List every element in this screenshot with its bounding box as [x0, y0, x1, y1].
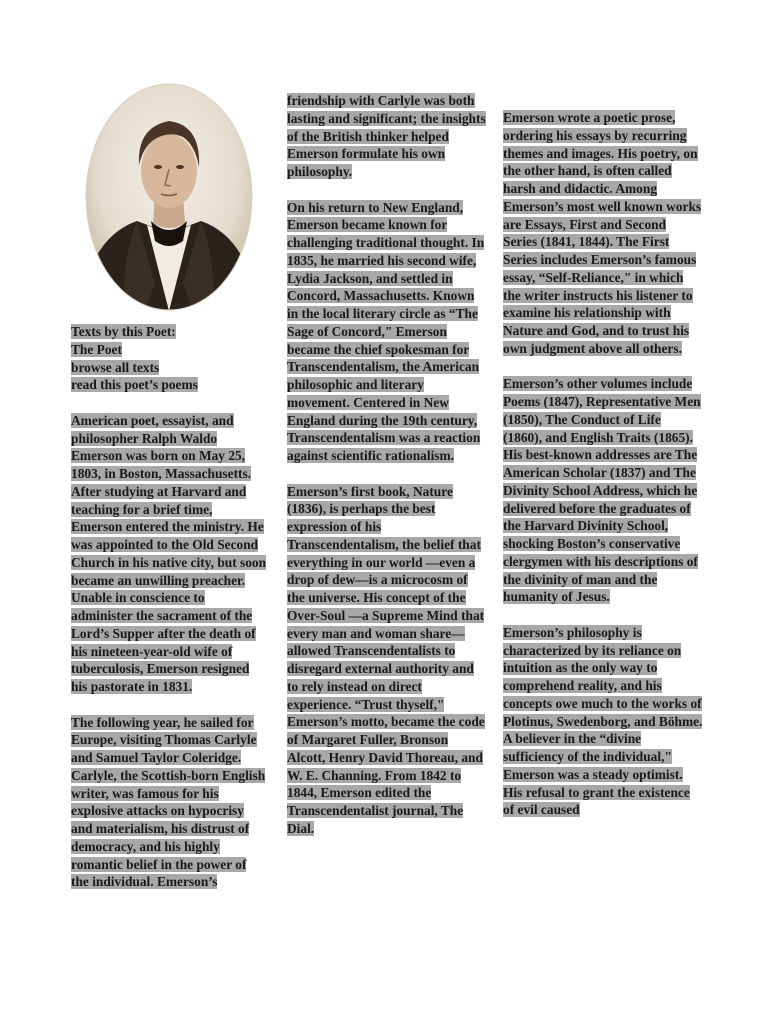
poet-portrait	[85, 83, 253, 311]
paragraph: Emerson’s philosophy is characterized by its reliance on intuition as the only way to comprehend reality, and his concepts owe much to the works of Plotinus, Swedenborg, and Böhme. A believer in the “divine sufficiency of the individual," Emerson was a steady optimist. His refusal to grant the existence of evil caused	[503, 624, 703, 818]
portrait-image	[85, 83, 253, 311]
paragraph: Emerson’s other volumes include Poems (1847), Representative Men (1850), The Conduct of Life (1860), and English Traits (1865). His best-known addresses are The American Scholar (1837) and The Divinity School Address, which he delivered before the graduates of the Harvard Divinity School, shocking Boston’s conservative clergymen with his descriptions of the divinity of man and the humanity of Jesus.	[503, 376, 701, 605]
column-3	[503, 109, 703, 837]
paragraph: friendship with Carlyle was both lasting and significant; the insights of the British thinker helped Emerson formulate his own philosophy.	[287, 93, 486, 179]
poet-links	[71, 323, 267, 394]
paragraph: On his return to New England, Emerson became known for challenging traditional thought. In 1835, he married his second wife, Lydia Jackson, and settled in Concord, Massachusetts. Known in the local literary circle as “The Sage of Concord," Emerson became the chief spokesman for Transcendentalism, the American philosophic and literary movement. Centered in New England during the 19th century, Transcendentalism was a reaction against scientific rationalism.	[287, 199, 485, 463]
paragraph: The following year, he sailed for Europe, visiting Thomas Carlyle and Samuel Taylor Coleridge. Carlyle, the Scottish-born English writer, was famous for his explosive attacks on hypocrisy and materialism, his distrust of democracy, and his highly romantic belief in the power of the individual. Emerson’s	[71, 714, 266, 890]
paragraph: Emerson wrote a poetic prose, ordering his essays by recurring themes and images. His poetry, on the other hand, is often called harsh and didactic. Among Emerson’s most well known works are Essays, First and Second Series (1841, 1844). The First Series includes Emerson’s famous essay, “Self-Reliance," in which the writer instructs his listener to examine his relationship with Nature and God, and to trust his own judgment above all others.	[503, 110, 702, 356]
paragraph: American poet, essayist, and philosopher Ralph Waldo Emerson was born on May 25, 1803, in Boston, Massachusetts. After studying at Harvard and teaching for a brief time, Emerson entered the ministry. He was appointed to the Old Second Church in his native city, but soon became an unwilling preacher. Unable in conscience to administer the sacrament of the Lord’s Supper after the death of his nineteen-year-old wife of tuberculosis, Emerson resigned his pastorate in 1831.	[71, 412, 267, 694]
column-1	[71, 323, 267, 909]
paragraph: Emerson’s first book, Nature (1836), is perhaps the best expression of his Transcendentalism, the belief that everything in our world —even a drop of dew—is a microcosm of the universe. His concept of the Over-Soul —a Supreme Mind that every man and woman share— allowed Transcendentalists to disregard external authority and to rely instead on direct experience. “Trust thyself," Emerson’s motto, became the code of Margaret Fuller, Bronson Alcott, Henry David Thoreau, and W. E. Channing. From 1842 to 1844, Emerson edited the Transcendentalist journal, The Dial.	[287, 483, 485, 836]
links-heading: Texts by this Poet:	[71, 324, 176, 339]
column-2	[287, 92, 487, 855]
link-read-poems[interactable]: read this poet’s poems	[71, 377, 198, 393]
link-browse-all-texts[interactable]: browse all texts	[71, 359, 160, 375]
link-the-poet[interactable]: The Poet	[71, 341, 122, 357]
